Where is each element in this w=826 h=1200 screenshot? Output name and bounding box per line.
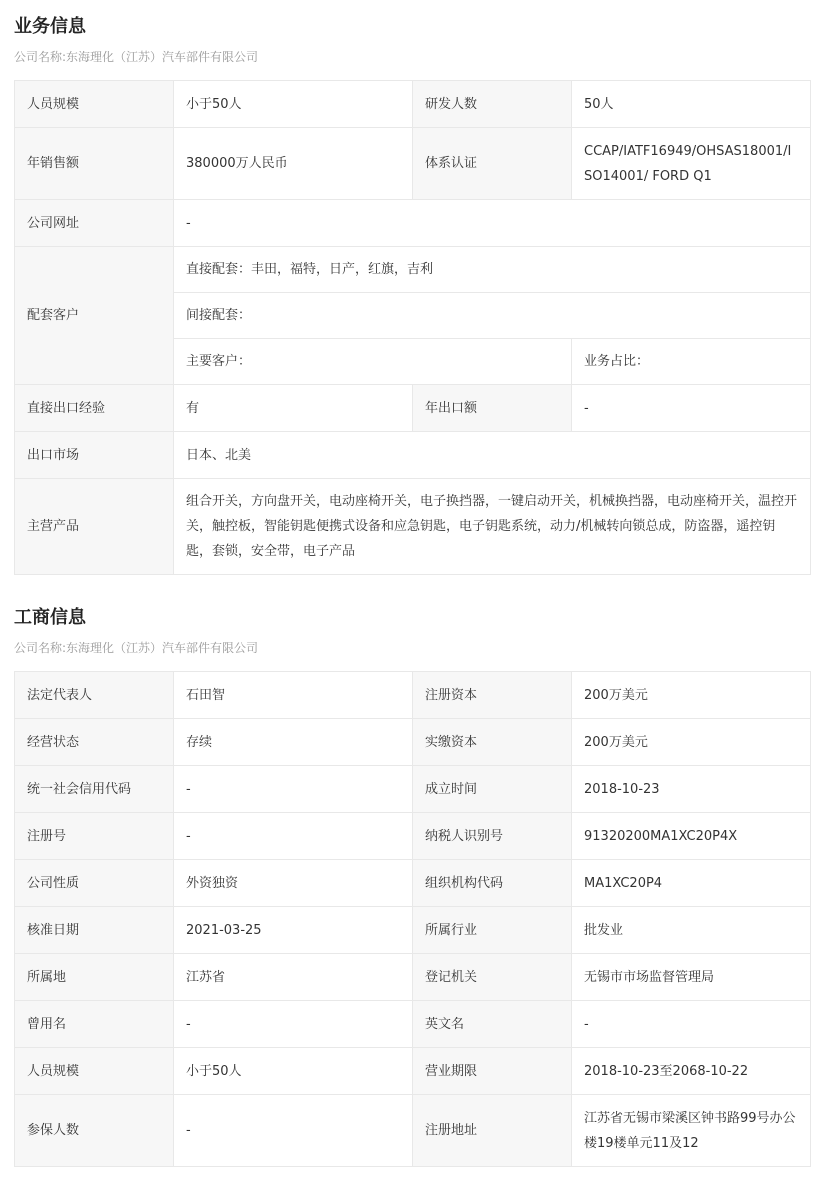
rd-staff-value: 50人: [572, 81, 811, 128]
direct-customers-value: 直接配套：丰田，福特，日产，红旗，吉利: [174, 247, 811, 293]
export-amount-value: -: [572, 385, 811, 432]
certification-label: 体系认证: [413, 128, 572, 200]
legal-rep-label: 法定代表人: [15, 672, 174, 719]
org-code-label: 组织机构代码: [413, 860, 572, 907]
legal-rep-value: 石田智: [174, 672, 413, 719]
annual-sales-label: 年销售额: [15, 128, 174, 200]
approval-date-label: 核准日期: [15, 907, 174, 954]
former-name-label: 曾用名: [15, 1001, 174, 1048]
english-name-label: 英文名: [413, 1001, 572, 1048]
founded-date-label: 成立时间: [413, 766, 572, 813]
credit-code-label: 统一社会信用代码: [15, 766, 174, 813]
business-company-name: 公司名称:东海理化（江苏）汽车部件有限公司: [14, 50, 259, 64]
annual-sales-value: 380000万人民币: [174, 128, 413, 200]
table-row: [15, 766, 811, 813]
operating-status-value: 存续: [174, 719, 413, 766]
registered-address-label: 注册地址: [413, 1095, 572, 1167]
business-info-title: 业务信息: [14, 16, 86, 37]
main-customers-value: 主要客户：: [174, 339, 572, 385]
table-row: [15, 860, 811, 907]
registered-capital-value: 200万美元: [572, 672, 811, 719]
staff-size-value: 小于50人: [174, 81, 413, 128]
table-row: [15, 200, 811, 247]
table-row: [15, 1095, 811, 1167]
insured-count-value: -: [174, 1095, 413, 1167]
main-products-value: 组合开关，方向盘开关，电动座椅开关，电子换挡器，一键启动开关，机械换挡器，电动座椅开关，温控开关，触控板，智能钥匙便携式设备和应急钥匙，电子钥匙系统，动力/机械转向锁总成，防盗器，遥控钥匙，套锁，安全带，电子产品: [174, 479, 811, 575]
location-label: 所属地: [15, 954, 174, 1001]
taxpayer-id-label: 纳税人识别号: [413, 813, 572, 860]
registration-authority-value: 无锡市市场监督管理局: [572, 954, 811, 1001]
english-name-value: -: [572, 1001, 811, 1048]
founded-date-value: 2018-10-23: [572, 766, 811, 813]
website-label: 公司网址: [15, 200, 174, 247]
export-experience-label: 直接出口经验: [15, 385, 174, 432]
registered-address-value: 江苏省无锡市梁溪区钟书路99号办公楼19楼单元11及12: [572, 1095, 811, 1167]
table-row: [15, 954, 811, 1001]
registration-authority-label: 登记机关: [413, 954, 572, 1001]
credit-code-value: -: [174, 766, 413, 813]
business-term-label: 营业期限: [413, 1048, 572, 1095]
table-row: [15, 247, 811, 293]
rd-staff-label: 研发人数: [413, 81, 572, 128]
former-name-value: -: [174, 1001, 413, 1048]
export-market-value: 日本、北美: [174, 432, 811, 479]
table-row: [15, 128, 811, 200]
industry-company-name: 公司名称:东海理化（江苏）汽车部件有限公司: [14, 641, 259, 655]
business-info-section: [14, 14, 810, 575]
company-type-label: 公司性质: [15, 860, 174, 907]
export-amount-label: 年出口额: [413, 385, 572, 432]
table-row: [15, 81, 811, 128]
org-code-value: MA1XC20P4: [572, 860, 811, 907]
registration-number-value: -: [174, 813, 413, 860]
certification-value: CCAP/IATF16949/OHSAS18001/ISO14001/ FORD Q1: [572, 128, 811, 200]
industry-info-title: 工商信息: [14, 607, 86, 628]
paid-capital-label: 实缴资本: [413, 719, 572, 766]
business-share-value: 业务占比：: [572, 339, 811, 385]
staff-size-label: 人员规模: [15, 81, 174, 128]
industry-info-table: [14, 671, 811, 1167]
table-row: [15, 719, 811, 766]
table-row: [15, 479, 811, 575]
business-info-table: [14, 80, 811, 575]
export-experience-value: 有: [174, 385, 413, 432]
business-term-value: 2018-10-23至2068-10-22: [572, 1048, 811, 1095]
paid-capital-value: 200万美元: [572, 719, 811, 766]
table-row: [15, 385, 811, 432]
industry-label: 所属行业: [413, 907, 572, 954]
indirect-customers-value: 间接配套：: [174, 293, 811, 339]
table-row: [15, 1048, 811, 1095]
website-value: -: [174, 200, 811, 247]
industry-value: 批发业: [572, 907, 811, 954]
approval-date-value: 2021-03-25: [174, 907, 413, 954]
operating-status-label: 经营状态: [15, 719, 174, 766]
export-market-label: 出口市场: [15, 432, 174, 479]
table-row: [15, 813, 811, 860]
table-row: [15, 907, 811, 954]
company-type-value: 外资独资: [174, 860, 413, 907]
table-row: [15, 432, 811, 479]
main-products-label: 主营产品: [15, 479, 174, 575]
table-row: [15, 1001, 811, 1048]
industry-info-section: [14, 605, 810, 1167]
customers-label: 配套客户: [15, 247, 174, 385]
registered-capital-label: 注册资本: [413, 672, 572, 719]
taxpayer-id-value: 91320200MA1XC20P4X: [572, 813, 811, 860]
staff-size-label: 人员规模: [15, 1048, 174, 1095]
table-row: [15, 672, 811, 719]
insured-count-label: 参保人数: [15, 1095, 174, 1167]
location-value: 江苏省: [174, 954, 413, 1001]
registration-number-label: 注册号: [15, 813, 174, 860]
staff-size-value: 小于50人: [174, 1048, 413, 1095]
